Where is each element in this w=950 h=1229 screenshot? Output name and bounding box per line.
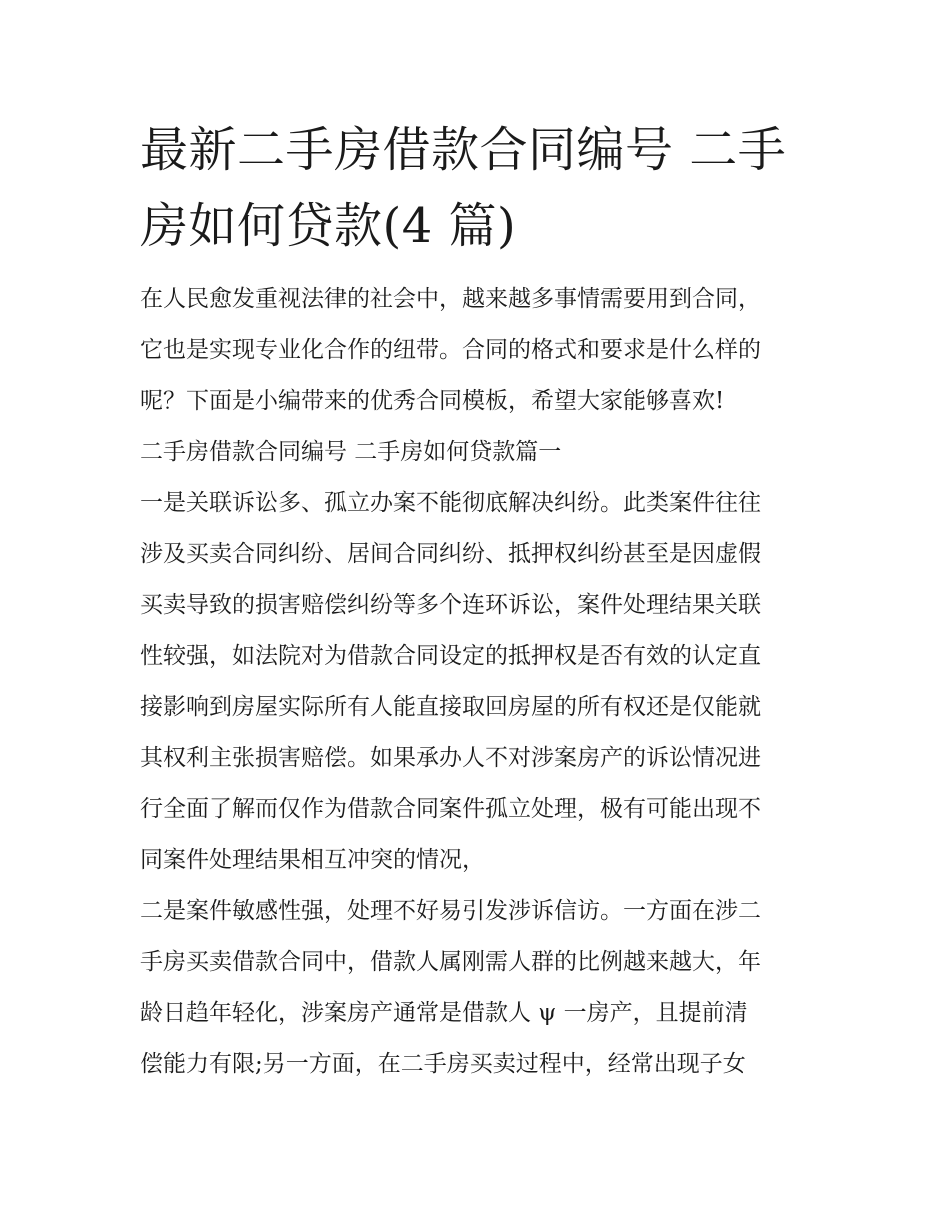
intro-line: 它也是实现专业化合作的纽带。合同的格式和要求是什么样的 (140, 337, 761, 363)
intro-line: 在人民愈发重视法律的社会中，越来越多事情需要用到合同， (140, 286, 761, 312)
paragraph-line: 行全面了解而仅作为借款合同案件孤立处理，极有可能出现不 (140, 796, 761, 822)
paragraph-line: 手房买卖借款合同中，借款人属刚需人群的比例越来越大，年 (140, 949, 761, 975)
paragraph-line: 二是案件敏感性强，处理不好易引发涉诉信访。一方面在涉二 (140, 898, 761, 924)
paragraph-line: 一是关联诉讼多、孤立办案不能彻底解决纠纷。此类案件往往 (140, 490, 761, 516)
paragraph-line: 接影响到房屋实际所有人能直接取回房屋的所有权还是仅能就 (140, 694, 761, 720)
intro-line: 呢？下面是小编带来的优秀合同模板，希望大家能够喜欢! (140, 388, 725, 414)
document-page (140, 112, 812, 1090)
paragraph-line: 龄日趋年轻化，涉案房产通常是借款人 ψ 一房产，且提前清 (140, 1000, 748, 1026)
paragraph-line: 买卖导致的损害赔偿纠纷等多个连环诉讼，案件处理结果关联 (140, 592, 761, 618)
paragraph-line: 偿能力有限;另一方面，在二手房买卖过程中，经常出现子女 (140, 1051, 746, 1077)
paragraph-line: 涉及买卖合同纠纷、居间合同纠纷、抵押权纠纷甚至是因虚假 (140, 541, 761, 567)
intro-paragraph (140, 274, 812, 427)
paragraph-line: 其权利主张损害赔偿。如果承办人不对涉案房产的诉讼情况进 (140, 745, 761, 771)
title-line-1: 最新二手房借款合同编号 二手 (140, 122, 787, 178)
paragraph-line: 同案件处理结果相互冲突的情况， (140, 847, 485, 873)
document-title (140, 112, 812, 264)
section-heading-1: 二手房借款合同编号 二手房如何贷款篇一 (140, 439, 562, 465)
title-line-2: 房如何贷款(4 篇) (140, 198, 517, 254)
paragraph-1 (140, 478, 812, 886)
paragraph-2 (140, 886, 812, 1090)
paragraph-line: 性较强，如法院对为借款合同设定的抵押权是否有效的认定直 (140, 643, 761, 669)
